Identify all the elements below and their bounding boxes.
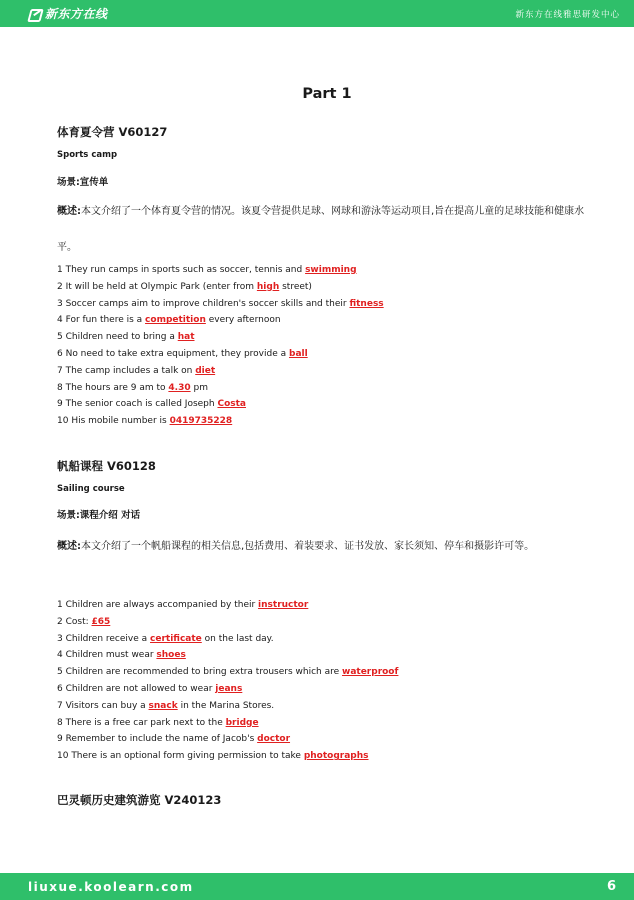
question-item [57, 748, 398, 765]
question-item [57, 715, 398, 732]
section-summary [57, 194, 587, 266]
question-text: 9 The senior coach is called Joseph [57, 399, 218, 410]
question-list [57, 597, 398, 765]
question-list [57, 262, 384, 430]
question-text: 6 Children are not allowed to wear [57, 683, 216, 694]
page-footer [0, 873, 634, 900]
question-item [57, 647, 398, 664]
answer-text: high [256, 281, 280, 292]
answer-text: fitness [349, 298, 384, 309]
question-text: 3 Children receive a [57, 633, 151, 644]
part-title: Part 1 [302, 86, 352, 102]
answer-text: competition [145, 315, 206, 326]
question-item [57, 262, 384, 279]
section-title: 巴灵顿历史建筑游览 V240123 [57, 793, 222, 807]
question-item [57, 614, 398, 631]
question-text: 4 For fun there is a [57, 315, 146, 326]
answer-text: swimming [305, 265, 357, 275]
question-text: 2 Cost: [57, 616, 92, 627]
question-text: 7 Visitors can buy a [57, 700, 149, 711]
question-item [57, 698, 398, 715]
summary-text: 本文介绍了一个帆船课程的相关信息,包括费用、着装要求、证书发放、家长须知、停车和摄影许可等。 [81, 541, 535, 552]
answer-text: shoes [156, 650, 186, 661]
answer-text: 4.30 [168, 382, 191, 393]
answer-text: ball [289, 348, 308, 359]
question-text: 7 The camp includes a talk on [57, 365, 196, 376]
answer-text: certificate [150, 633, 202, 644]
question-item [57, 312, 384, 329]
question-item [57, 681, 398, 698]
question-item [57, 731, 398, 748]
answer-text: 0419735228 [169, 416, 233, 427]
section-en-title: Sports camp [57, 150, 118, 160]
question-text: 8 There is a free car park next to the [57, 717, 226, 728]
question-text: 9 Remember to include the name of Jacob's [57, 734, 258, 745]
summary-text: 本文介绍了一个体育夏令营的情况。该夏令营提供足球、网球和游泳等运动项目,旨在提高儿童的足球技能和健康水平。 [57, 206, 585, 253]
answer-text: photographs [303, 751, 369, 762]
question-item [57, 296, 384, 313]
answer-text: doctor [257, 734, 291, 745]
logo-text: 新东方在线 [45, 7, 108, 21]
question-text: 5 Children need to bring a [57, 332, 178, 343]
answer-text: diet [195, 365, 216, 376]
question-text-tail: pm [190, 382, 208, 393]
answer-text: snack [148, 700, 178, 711]
brand-logo [28, 5, 108, 22]
question-text: 5 Children are recommended to bring extra trousers which are [57, 667, 343, 678]
answer-text: hat [177, 332, 195, 343]
summary-label: 概述: [57, 541, 81, 552]
question-item [57, 329, 384, 346]
question-text-tail: every afternoon [205, 315, 281, 326]
answer-text: instructor [258, 600, 309, 610]
question-item [57, 597, 398, 614]
answer-text: Costa [217, 399, 246, 410]
header-right-text: 新东方在线雅思研发中心 [515, 9, 620, 20]
question-text-tail: street) [279, 281, 312, 292]
question-item [57, 279, 384, 296]
answer-text: bridge [225, 717, 259, 728]
footer-url: liuxue.koolearn.com [28, 879, 194, 894]
question-text: 10 His mobile number is [57, 416, 170, 427]
section-scene: 场景:宣传单 [57, 177, 109, 188]
answer-text: £65 [91, 616, 111, 627]
question-text: 8 The hours are 9 am to [57, 382, 169, 393]
section-en-title: Sailing course [57, 484, 125, 494]
question-item [57, 363, 384, 380]
question-text-tail: on the last day. [201, 633, 274, 644]
page-header [0, 0, 634, 27]
page-number: 6 [606, 879, 616, 894]
answer-text: jeans [215, 683, 243, 694]
question-item [57, 413, 384, 430]
question-text: 1 Children are always accompanied by their [57, 600, 259, 610]
question-text-tail: in the Marina Stores. [177, 700, 275, 711]
question-text: 1 They run camps in sports such as soccer, tennis and [57, 265, 306, 275]
summary-label: 概述: [57, 206, 81, 217]
question-text: 2 It will be held at Olympic Park (enter from [57, 281, 257, 292]
section-title: 帆船课程 V60128 [57, 459, 156, 473]
question-text: 3 Soccer camps aim to improve children's soccer skills and their [57, 298, 350, 309]
question-item [57, 664, 398, 681]
question-text: 4 Children must wear [57, 650, 157, 661]
question-item [57, 631, 398, 648]
section-summary [57, 529, 587, 565]
answer-text: waterproof [342, 667, 399, 678]
section-title: 体育夏令营 V60127 [57, 125, 168, 139]
question-item [57, 380, 384, 397]
question-item [57, 396, 384, 413]
section-scene: 场景:课程介绍 对话 [57, 510, 141, 521]
question-text: 10 There is an optional form giving permission to take [57, 751, 304, 762]
question-item [57, 346, 384, 363]
logo-icon [28, 7, 42, 21]
question-text: 6 No need to take extra equipment, they provide a [57, 348, 289, 359]
